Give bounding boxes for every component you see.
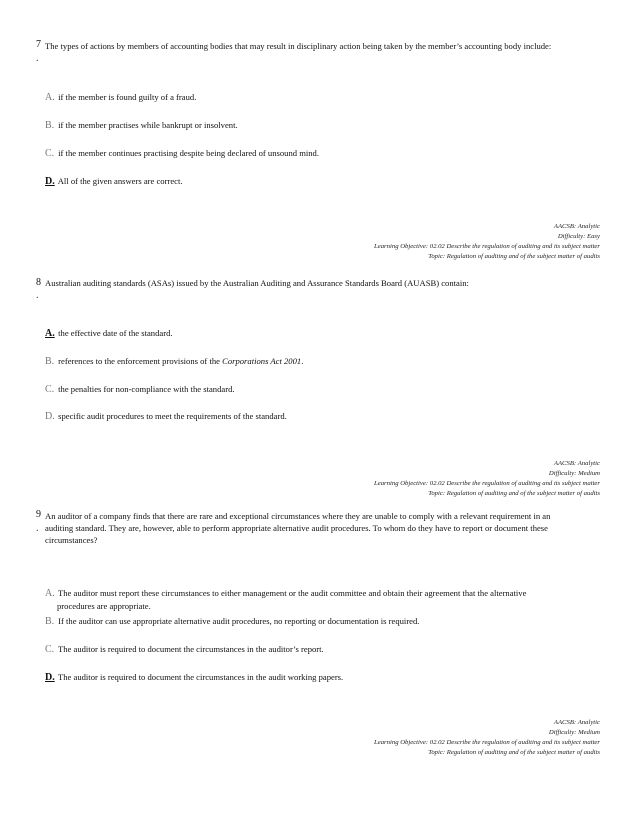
difficulty-tag: Difficulty: Medium bbox=[548, 729, 600, 736]
question-text-line: circumstances? bbox=[45, 535, 98, 545]
option-b[interactable] bbox=[45, 119, 585, 132]
question-dot: . bbox=[36, 290, 39, 301]
option-d[interactable] bbox=[45, 671, 585, 684]
option-text: the penalties for non-compliance with the standard. bbox=[58, 384, 235, 394]
option-letter: D. bbox=[45, 411, 55, 422]
option-d[interactable] bbox=[45, 175, 585, 188]
option-c[interactable] bbox=[45, 383, 585, 396]
option-text: The auditor is required to document the circumstances in the auditor’s report. bbox=[58, 644, 324, 654]
aacsb-tag: AACSB: Analytic bbox=[553, 223, 600, 230]
question-text-line: auditing standard. They are, however, able to perform appropriate alternative audit procedures. To whom do they have to report or document these bbox=[45, 523, 548, 533]
topic-tag: Topic: Regulation of auditing and of the subject matter of audits bbox=[428, 253, 600, 260]
option-letter: C. bbox=[45, 384, 55, 395]
question-dot: . bbox=[36, 53, 39, 64]
option-b[interactable] bbox=[45, 355, 585, 368]
aacsb-tag: AACSB: Analytic bbox=[553, 719, 600, 726]
question-text bbox=[45, 510, 610, 546]
option-letter-correct: A. bbox=[45, 328, 55, 339]
option-letter: C. bbox=[45, 148, 55, 159]
option-text: if the member continues practising despite being declared of unsound mind. bbox=[58, 148, 320, 158]
option-a[interactable] bbox=[45, 327, 585, 340]
question-metadata bbox=[374, 718, 600, 758]
option-text-part: . bbox=[301, 356, 304, 366]
option-text-continued: procedures are appropriate. bbox=[57, 601, 151, 611]
difficulty-tag: Difficulty: Medium bbox=[548, 470, 600, 477]
topic-tag: Topic: Regulation of auditing and of the subject matter of audits bbox=[428, 490, 600, 497]
learning-objective: Learning Objective: 02.02 Describe the regulation of auditing and its subject matter bbox=[374, 480, 600, 487]
option-d[interactable] bbox=[45, 410, 585, 423]
option-text: specific audit procedures to meet the requirements of the standard. bbox=[58, 411, 287, 421]
option-letter-correct: D. bbox=[45, 672, 55, 683]
option-letter: B. bbox=[45, 356, 55, 367]
option-text bbox=[58, 356, 303, 366]
option-text: All of the given answers are correct. bbox=[57, 176, 183, 186]
option-letter: B. bbox=[45, 120, 55, 131]
question-number: 8 bbox=[36, 277, 41, 288]
option-letter: A. bbox=[45, 588, 55, 599]
question-metadata bbox=[374, 459, 600, 499]
option-text-part: references to the enforcement provisions of the bbox=[58, 356, 223, 366]
learning-objective: Learning Objective: 02.02 Describe the regulation of auditing and its subject matter bbox=[374, 739, 600, 746]
question-text: The types of actions by members of accounting bodies that may result in disciplinary action being taken by the member’s accounting body include: bbox=[45, 41, 552, 51]
option-letter: C. bbox=[45, 644, 55, 655]
option-letter: B. bbox=[45, 616, 55, 627]
question-number: 7 bbox=[36, 39, 41, 50]
option-b[interactable] bbox=[45, 615, 585, 628]
option-text: If the auditor can use appropriate alternative audit procedures, no reporting or documentation is required. bbox=[58, 616, 420, 626]
learning-objective: Learning Objective: 02.02 Describe the regulation of auditing and its subject matter bbox=[374, 243, 600, 250]
option-a[interactable] bbox=[45, 91, 585, 104]
option-text: the effective date of the standard. bbox=[58, 328, 173, 338]
option-text: The auditor must report these circumstances to either management or the audit committee and obtain their agreement that the alternative bbox=[58, 588, 527, 598]
question-number: 9 bbox=[36, 509, 41, 520]
question-text-line: An auditor of a company finds that there are rare and exceptional circumstances where they are unable to comply with a relevant requirement in an bbox=[45, 511, 551, 521]
question-dot: . bbox=[36, 523, 39, 534]
aacsb-tag: AACSB: Analytic bbox=[553, 460, 600, 467]
option-letter-correct: D. bbox=[45, 176, 55, 187]
option-c[interactable] bbox=[45, 643, 585, 656]
option-text: if the member is found guilty of a fraud. bbox=[58, 92, 197, 102]
option-a[interactable] bbox=[45, 587, 585, 612]
option-text: if the member practises while bankrupt or insolvent. bbox=[58, 120, 238, 130]
question-metadata bbox=[374, 222, 600, 262]
difficulty-tag: Difficulty: Easy bbox=[557, 233, 600, 240]
question-text: Australian auditing standards (ASAs) issued by the Australian Auditing and Assurance Standards Board (AUASB) contain: bbox=[45, 278, 469, 288]
option-c[interactable] bbox=[45, 147, 585, 160]
act-title: Corporations Act 2001 bbox=[222, 356, 302, 366]
topic-tag: Topic: Regulation of auditing and of the subject matter of audits bbox=[428, 749, 600, 756]
option-letter: A. bbox=[45, 92, 55, 103]
option-text: The auditor is required to document the circumstances in the audit working papers. bbox=[58, 672, 344, 682]
